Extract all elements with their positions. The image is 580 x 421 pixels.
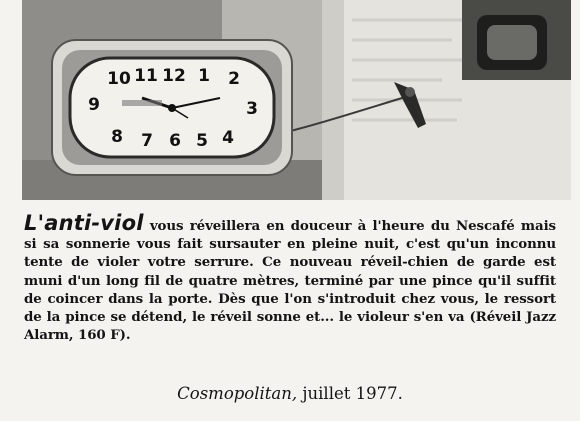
article-text [24,211,556,344]
article-body: vous réveillera en douceur à l'heure du Nescafé mais si sa sonnerie vous fait sursauter en pleine nuit, c'est qu'un inconnu tente de violer votre serrure. Ce nouveau réveil-chien de garde est muni d'un long fil de quatre mètres, terminé par une pince qu'il suffit de coincer dans la porte. Dès que l'on s'introduit chez vous, le ressort de la pince se détend, le réveil sonne et... le violeur s'en va (Réveil Jazz Alarm, 160 F). [24,218,556,344]
clock-numeral: 6 [169,131,181,151]
clock-numeral: 4 [222,128,234,148]
clock-numeral: 1 [198,66,210,86]
alarm-clock-drawing [52,40,292,175]
clock-numeral: 10 [107,69,131,89]
clock-numeral: 9 [88,95,100,115]
clock-numeral: 5 [196,131,208,151]
clock-numeral: 11 [134,66,158,86]
clock-numeral: 7 [141,131,153,151]
alarm-clock-photo [22,0,571,200]
photo-drawing [22,0,571,200]
clock-numeral: 3 [246,99,258,119]
clock-numeral: 2 [228,69,240,89]
article-headword: L'anti-viol [24,211,144,235]
source-date: juillet 1977. [302,384,403,403]
source-citation [0,384,580,403]
source-publication: Cosmopolitan, [177,384,298,403]
clock-numeral: 8 [111,127,123,147]
clock-numeral: 12 [162,66,186,86]
